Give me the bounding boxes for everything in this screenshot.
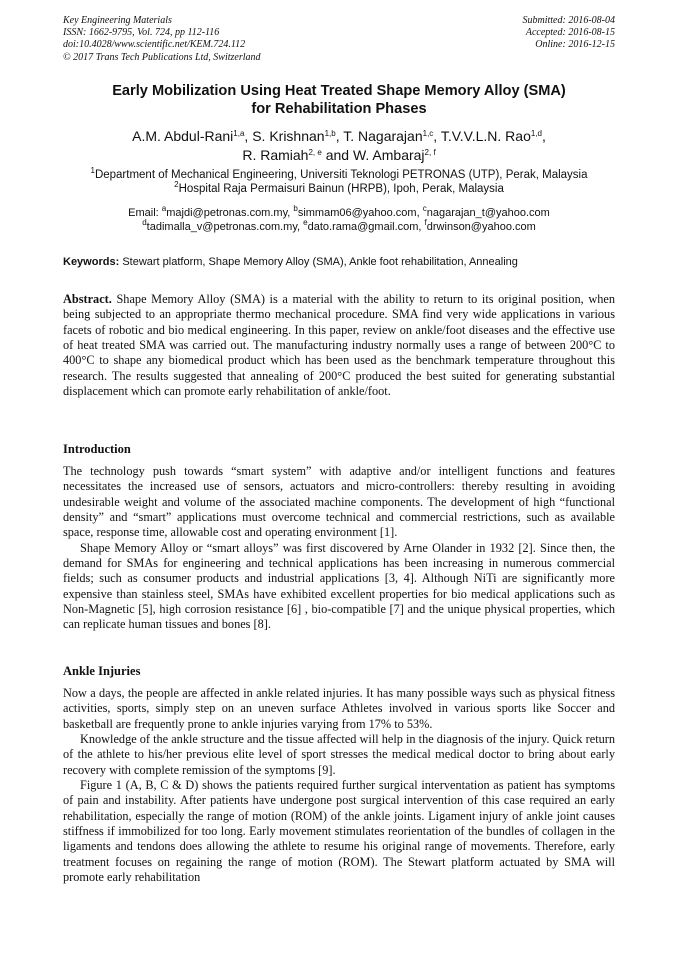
paragraph: Knowledge of the ankle structure and the tissue affected will help in the diagnosis of the injury. Quick return of the athlete to his/her previous elite level of sport stresses the medical medical doctor to bring about early recovery with complete remission of the symptoms [9]. [63, 732, 615, 777]
author-affiliation-mark: 1,d [530, 129, 542, 138]
paper-title [63, 82, 615, 118]
title-line-1: Early Mobilization Using Heat Treated Shape Memory Alloy (SMA) [112, 83, 566, 99]
author-affiliation-mark: 1,b [324, 129, 336, 138]
keywords-text: Stewart platform, Shape Memory Alloy (SMA), Ankle foot rehabilitation, Annealing [122, 256, 518, 268]
email-link[interactable]: simmam06@yahoo.com, [297, 207, 420, 219]
affiliations [63, 168, 615, 196]
abstract-text: Shape Memory Alloy (SMA) is a material with the ability to return to its original position, when being subjected to an appropriate thermo mechanical procedure. SMA find very wide applications in various facets of robotic and bio medical engineering. In this paper, review on ankle/foot diseases and the effective use of heat treated SMA was carried out. The manufacturing industry normally uses a range of between 200°C to 400°C to shape any biomedical product which has been used as the benchmark temperature throughout this research. The results suggested that annealing of 200°C produced the best suited for generating substantial displacement which can promote early rehabilitation of ankle/foot. [63, 292, 615, 399]
section-heading-ankle-injuries: Ankle Injuries [63, 664, 141, 678]
email-link[interactable]: drwinson@yahoo.com [426, 221, 536, 233]
affiliation-mark: 1 [90, 166, 95, 175]
abstract-label: Abstract. [63, 292, 112, 306]
submitted-date: Submitted: 2016-08-04 [522, 15, 615, 26]
section-heading-introduction: Introduction [63, 442, 131, 456]
accepted-date: Accepted: 2016-08-15 [525, 27, 615, 39]
paragraph: Shape Memory Alloy or “smart alloys” was first discovered by Arne Olander in 1932 [2]. Since then, the demand for SMAs for engineering and technical applications has been increasing in numerous commercial fields; such as consumer products and industrial applications [3, 4]. Although NiTi are significantly more expensive than stainless steel, SMAs have exhibited excellent properties for bio medical applications such as Non-Magnetic [5], high corrosion resistance [6] , bio-compatible [7] and the unique physical properties, which can replicate human tissues and bones [8]. [63, 540, 615, 632]
author-affiliation-mark: 1,a [233, 129, 245, 138]
keywords [63, 255, 615, 269]
author: A.M. Abdul-Rani [132, 128, 234, 144]
author: W. Ambaraj [352, 147, 425, 163]
title-line-2: for Rehabilitation Phases [251, 101, 427, 117]
affiliation-2: $^2$Hospital Raja Permaisuri Bainun (HRPB), Ipoh, Perak, Malaysia [174, 180, 504, 195]
paragraph: Figure 1 (A, B, C & D) shows the patients required further surgical interventation as patient has symptoms of pain and instability. After patients have undergone post surgical intervention of this case required an early rehabilitation, especially the range of motion (ROM) of the ankle joints. Ligament injury of ankle joint causes stiffness if immobilized for too long. Early movement stimulates reorientation of the bundles of collagen in the ligaments and tendons does allowing the athlete to resume his original range of movements. Therefore, early treatment focuses on regaining the range of motion (ROM). The Stewart platform actuated by SMA will promote early rehabilitation [63, 778, 615, 885]
abstract [63, 292, 615, 399]
journal-name: Key Engineering Materials [63, 15, 172, 26]
author-affiliation-mark: 1,c [422, 129, 434, 138]
keywords-label: Keywords: [63, 256, 120, 268]
author: R. Ramiah [242, 147, 309, 163]
affiliation-mark: 2 [174, 180, 179, 189]
author: S. Krishnan [252, 128, 325, 144]
journal-doi: doi:10.4028/www.scientific.net/KEM.724.112 [63, 39, 246, 51]
affiliation-1: $^1$Department of Mechanical Engineering, Universiti Teknologi PETRONAS (UTP), Perak, Malaysia [90, 166, 588, 181]
email-link[interactable]: majdi@petronas.com.my, [166, 207, 291, 219]
email-link[interactable]: dato.rama@gmail.com, [307, 221, 422, 233]
ankle-injuries-section [63, 686, 615, 885]
author-affiliation-mark: 2, e [308, 148, 322, 157]
paragraph: Now a days, the people are affected in ankle related injuries. It has many possible ways such as physical fitness activities, sports, simply step on an uneven surface Athletes involved in various sports like Soccer and basketball are frequently prone to ankle injuries varying from 17% to 53%. [63, 686, 615, 731]
author-emails: Email: $^a$majdi@petronas.com.my, $^b$simmam06@yahoo.com, $^c$nagarajan_t@yahoo.com $^d$tadimalla_v@petronas.com.my, $^e$dato.rama@gmail.com, $^f$drwinson@yahoo.com [128, 204, 550, 233]
dates-header [523, 15, 616, 52]
author-list: A.M. Abdul-Rani$^{1,a}$, S. Krishnan$^{1,b}$, T. Nagarajan$^{1,c}$, T.V.V.L.N. Rao$^{1,d}$, R. Ramiah$^{2, e}$ and W. Ambaraj$^{2, f}$ [132, 128, 546, 163]
email-label: Email: [128, 207, 159, 219]
author: T. Nagarajan [343, 128, 423, 144]
journal-copyright: © 2017 Trans Tech Publications Ltd, Switzerland [63, 51, 261, 63]
author: T.V.V.L.N. Rao [440, 128, 531, 144]
introduction-section [63, 464, 615, 633]
author-affiliation-mark: 2, f [424, 148, 436, 157]
email-link[interactable]: nagarajan_t@yahoo.com [426, 207, 550, 219]
author-conjunction: and [325, 147, 350, 163]
email-link[interactable]: tadimalla_v@petronas.com.my, [146, 221, 301, 233]
online-date: Online: 2016-12-15 [535, 39, 615, 51]
journal-header [63, 15, 261, 64]
journal-issn: ISSN: 1662-9795, Vol. 724, pp 112-116 [63, 27, 220, 39]
paragraph: The technology push towards “smart system” with adaptive and/or intelligent functions and features necessitates the increased use of sensors, actuators and micro-controllers: thereby resulting in avoiding undesirable weight and volume of the associated machine components. The development of high “functional density” and “smart” applications must overcome technical and commercial restrictions, such as available space, response time, allowable cost and operating environment [1]. [63, 464, 615, 540]
